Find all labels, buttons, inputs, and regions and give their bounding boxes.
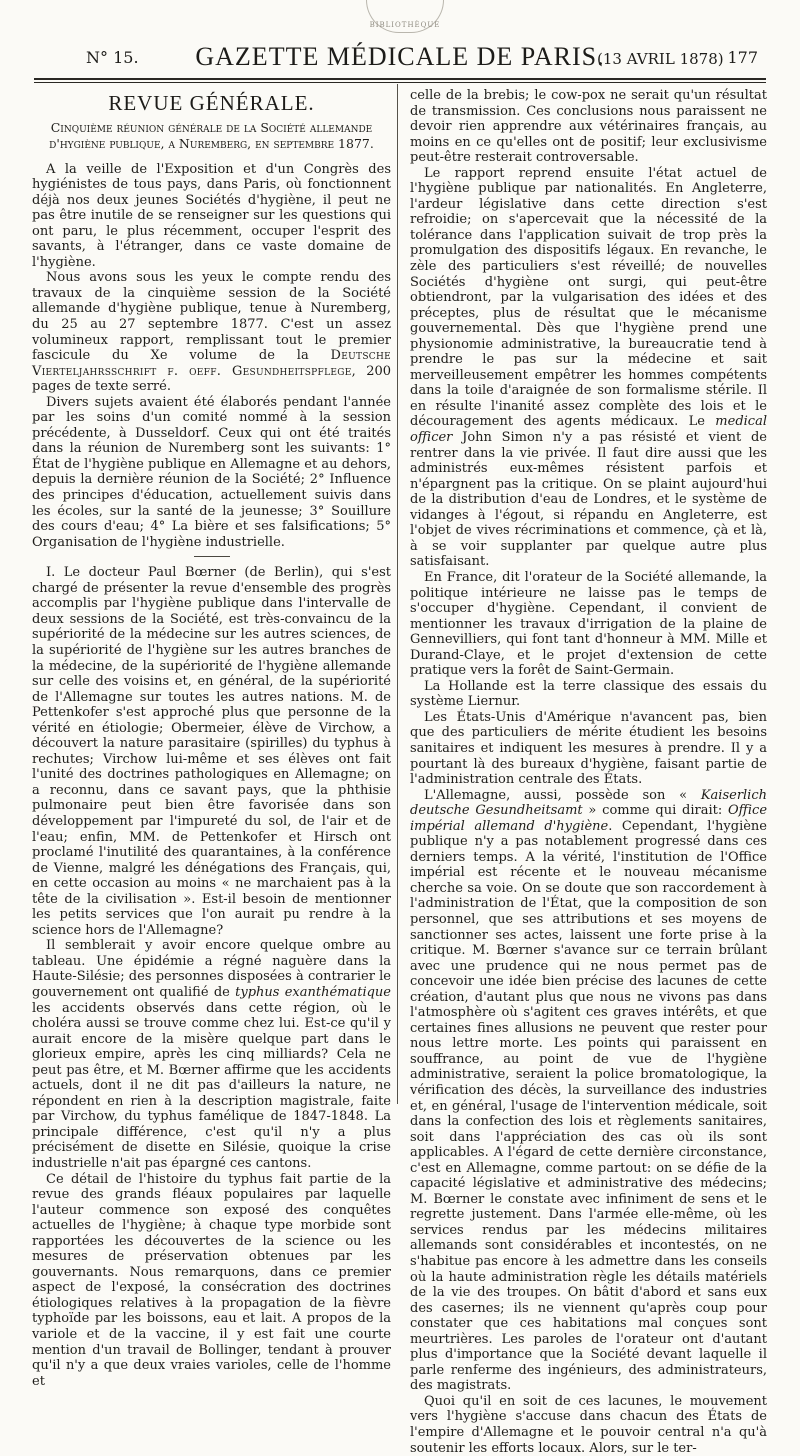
right-column — [410, 88, 767, 1456]
paragraph: Les États-Unis d'Amérique n'avancent pas, bien que des particuliers de mérite étudient les besoins sanitaires et indiquent les mesures à prendre. Il y a pourtant là des bureaux d'hygiène, faisant partie de l'administration centrale des États. — [410, 709, 767, 788]
paragraph: celle de la brebis; le cow-pox ne serait qu'un résultat de transmission. Ces conclusions nous paraissent ne devoir rien apprendre aux vétérinaires français, au moins en ce qu'elles ont de positif; leur exclusivisme peut-être resterait controversable. — [410, 88, 767, 166]
stamp-text: BIBLIOTHÈQUE — [369, 21, 441, 29]
issue-number: N° 15. — [86, 48, 139, 67]
paragraph: Le rapport reprend ensuite l'état actuel de l'hygiène publique par nationalités. En Angleterre, l'ardeur législative dans cette direction s'est refroidie; on s'apercevait que la nécessité de la tolérance dans l'application suivait de trop près la promulgation des dispositifs légaux. En revanche, le zèle des particuliers s'est réveillé; de nouvelles Sociétés d'hygiène ont surgi, qui peut-être obtiendront, par la vulgarisation des idées et des préceptes, plus de résultat que le mécanisme gouvernemental. Dès que l'hygiène prend une physionomie administrative, la bureaucratie tend à prendre le pas sur la médecine et sait merveilleusement empêtrer les hommes compétents dans la toile d'araignée de son formalisme stérile. Il en résulte l'inanité assez complète des lois et le découragement des agents médicaux. Le medical officer John Simon n'y a pas résisté et vient de rentrer dans la vie privée. Il faut dire aussi que les administrés eux-mêmes résistent parfois et n'épargnent pas la critique. On se plaint aujourd'hui de la distribution d'eau de Londres, et le système de vidanges à l'égout, si répandu en Angleterre, est l'objet de vives récriminations et commence, çà et là, à se voir supplanter par quelque autre plus satisfaisant. — [410, 165, 767, 570]
paragraph: I. Le docteur Paul Bœrner (de Berlin), qui s'est chargé de présenter la revue d'ensemble des progrès accomplis par l'hygiène publique dans l'intervalle de deux sessions de la Société, est très-convaincu de la supériorité de la médecine sur les autres sciences, de la supériorité de l'hygiène sur les autres branches de la médecine, de la supériorité de l'hygiène allemande sur celle des voisins et, en général, de la supériorité de l'Allemagne sur toutes les autres nations. M. de Pettenkofer s'est approché plus que personne de la vérité en étiologie; Obermeier, élève de Virchow, a découvert la nature parasitaire (spirilles) du typhus à rechutes; Virchow lui-même et ses élèves ont fait l'unité des doctrines pathologiques en Allemagne; on a reconnu, dans ce savant pays, que la phthisie pulmonaire peut bien être favorisée dans son développement par l'impureté du sol, de l'air et de l'eau; enfin, MM. de Pettenkofer et Hirsch ont proclamé l'inutilité des quarantaines, à la conférence de Vienne, malgré les dénégations des Français, qui, en cette occasion au moins « ne marchaient pas à la tête de la civilisation ». Est-il besoin de mentionner les petits services que l'on aurait pu rendre à la science hors de l'Allemagne? — [32, 565, 391, 938]
section-title: REVUE GÉNÉRALE. — [108, 91, 315, 115]
italic-term: medical officer — [410, 414, 767, 446]
italic-term: typhus exanthématique — [235, 984, 391, 1000]
paragraph: Ce détail de l'histoire du typhus fait partie de la revue des grands fléaux populaires par laquelle l'auteur commence son exposé des conquêtes actuelles de l'hygiène; à chaque type morbide sont rapportées les découvertes de la science ou les mesures de préservation obtenues par les gouvernants. Nous remarquons, dans ce premier aspect de l'exposé, la consécration des doctrines étiologiques relatives à la propagation de la fièvre typhoïde par les boissons, eau et lait. A propos de la variole et de la vaccine, il y est fait une courte mention d'un travail de Bollinger, tendant à prouver qu'il n'y a que deux vraies varioles, celle de l'homme et — [32, 1171, 391, 1389]
separator — [194, 556, 230, 557]
article-subtitle: Cinquième réunion générale de la Société allemande d'hygiène publique, a Nuremberg, en septembre 1877. — [49, 119, 374, 151]
paragraph: En France, dit l'orateur de la Société allemande, la politique intérieure ne laisse pas le temps de s'occuper d'hygiène. Cependant, il convient de mentionner les travaux d'irrigation de la plaine de Gennevilliers, qui font tant d'honneur à MM. Mille et Durand-Claye, et le projet d'extension de cette pratique vers la forêt de Saint-Germain. — [410, 569, 767, 679]
paragraph: La Hollande est la terre classique des essais du système Liernur. — [410, 678, 767, 710]
page-number: 177 — [727, 48, 758, 67]
header-rule — [34, 78, 766, 80]
column-divider — [397, 84, 398, 1104]
paragraph: L'Allemagne, aussi, possède son « Kaiserlich deutsche Gesundheitsamt » comme qui dirait: Office impérial allemand d'hygiène. Cependant, l'hygiène publique n'y a pas notablement progressé dans ces derniers temps. A la vérité, l'institution de l'Office impérial est récente et le nouveau mécanisme cherche sa voie. On se doute que son raccordement à l'administration de l'État, que la composition de son personnel, que ses attributions et ses moyens de sanctionner ses actes, laissent une forte prise à la critique. M. Bœrner s'avance sur ce terrain brûlant avec une prudence qui ne nous permet pas de concevoir une idée bien précise des lacunes de cette création, d'autant plus que nous ne vivons pas dans l'atmosphère où s'agitent ces graves intérêts, et que certaines fines allusions ne peuvent que rester pour nous lettre morte. Les points qui paraissent en souffrance, au point de vue de l'hygiène administrative, seraient la police bromatologique, la vérification des décès, la surveillance des industries et, en général, l'usage de l'intervention médicale, soit dans la confection des lois et règlements sanitaires, soit dans l'appréciation des cas où ils sont applicables. A l'égard de cette dernière circonstance, c'est en Allemagne, comme partout: on se défie de la capacité législative et administrative des médecins; M. Bœrner le constate avec infiniment de sens et le regrette justement. Dans l'armée elle-même, où les services rendus par les médecins militaires allemands sont considérables et incontestés, on ne s'habitue pas encore à les admettre dans les conseils où la haute administration règle les détails matériels de la vie des troupes. On bâtit d'abord et sans eux des casernes; ils ne viennent qu'après coup pour constater que ces habitations mal conçues sont meurtrières. Les paroles de l'orateur ont d'autant plus d'importance que la Société devant laquelle il parle renferme des ingénieurs, des administrateurs, des magistrats. — [410, 787, 768, 1394]
paragraph: A la veille de l'Exposition et d'un Congrès des hygiénistes de tous pays, dans Paris, où fonctionnent déjà nos deux jeunes Sociétés d'hygiène, il peut ne pas être inutile de se renseigner sur les questions qui ont paru, le plus récemment, occuper l'esprit des savants, à l'étranger, dans ce vaste domaine de l'hygiène. — [32, 161, 391, 270]
journal-name: Deutsche Vierteljahrsschrift f. oeff. Gesundheitspflege — [32, 348, 391, 379]
left-column — [32, 88, 391, 1389]
library-stamp — [366, 0, 444, 33]
paragraph: Divers sujets avaient été élaborés pendant l'année par les soins d'un comité nommé à la session précédente, à Dusseldorf. Ceux qui ont été traités dans la réunion de Nuremberg sont les suivants: 1° État de l'hygiène publique en Allemagne et au dehors, depuis la dernière réunion de la Société; 2° Influence des principes d'éducation, actuellement suivis dans les écoles, sur la santé de la jeunesse; 3° Souillure des cours d'eau; 4° La bière et ses falsifications; 5° Organisation de l'hygiène industrielle. — [32, 394, 391, 550]
paragraph: Nous avons sous les yeux le compte rendu des travaux de la cinquième session de la Société allemande d'hygiène publique, tenue à Nuremberg, du 25 au 27 septembre 1877. C'est un assez volumineux rapport, remplissant tout le premier fascicule du Xe volume de la Deutsche Vierteljahrsschrift f. oeff. Gesundheitspflege, 200 pages de texte serré. — [32, 270, 392, 395]
issue-date: (13 AVRIL 1878) — [597, 50, 724, 68]
italic-term: Kaiserlich deutsche Gesundheitsamt — [410, 787, 767, 819]
journal-title: GAZETTE MÉDICALE DE PARIS. — [195, 42, 605, 71]
italic-term: Office impérial allemand d'hygiène — [410, 803, 768, 834]
paragraph: Il semblerait y avoir encore quelque ombre au tableau. Une épidémie a régné naguère dans la Haute-Silésie; des personnes disposées à contrarier le gouvernement ont qualifié de typhus exanthématique les accidents observés dans cette région, où le choléra aussi se trouve comme chez lui. Est-ce qu'il y aurait encore de la misère quelque part dans le glorieux empire, après les cinq milliards? Cela ne peut pas être, et M. Bœrner affirme que les accidents actuels, dont il ne dit pas d'ailleurs la nature, ne répondent en rien à la description magistrale, faite par Virchow, du typhus famélique de 1847-1848. La principale différence, c'est qu'il n'y a plus précisément de disette en Silésie, quoique la crise industrielle n'ait pas épargné ces cantons. — [32, 938, 391, 1171]
page-header — [34, 42, 766, 76]
header-rule-thin — [34, 82, 766, 83]
paragraph: Quoi qu'il en soit de ces lacunes, le mouvement vers l'hygiène s'accuse dans chacun des États de l'empire d'Allemagne et le pouvoir central n'a qu'à soutenir les efforts locaux. Alors, sur le ter- — [410, 1393, 767, 1456]
